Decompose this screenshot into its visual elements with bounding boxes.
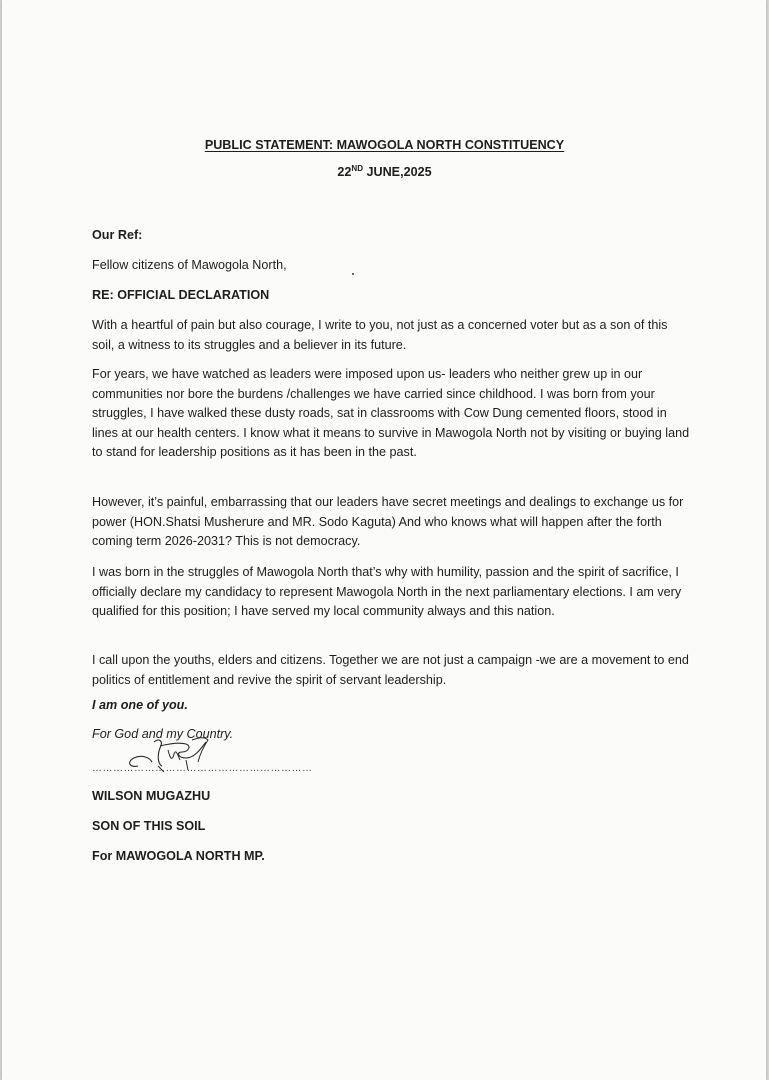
letter-title: PUBLIC STATEMENT: MAWOGOLA NORTH CONSTITUENCY — [204, 138, 565, 152]
date-suffix: ND — [351, 163, 363, 173]
signatory-name: WILSON MUGAZHU — [92, 789, 211, 803]
closing-statement: I am one of you. — [92, 698, 188, 712]
paragraph-5: I call upon the youths, elders and citizens. Together we are not just a campaign -we are a movement to end politics of entitlement and revive the spirit of servant leadership. — [92, 653, 689, 687]
paragraph-3: However, it’s painful, embarrassing that our leaders have secret meetings and dealings to exchange us for power (HON.Shatsi Musherure and MR. Sodo Kaguta) And who knows what will happen after the forth coming term 2026-2031? This is not democracy. — [92, 495, 684, 549]
signatory-designation: SON OF THIS SOIL — [92, 819, 206, 833]
letter-date — [0, 163, 769, 183]
our-ref: Our Ref: — [92, 228, 143, 242]
date-month-year: JUNE,2025 — [362, 165, 432, 179]
date-day: 22 — [337, 165, 352, 179]
signature-line: ……………………………………………………… — [92, 763, 313, 774]
signatory-position: For MAWOGOLA NORTH MP. — [92, 849, 265, 863]
re-line: RE: OFFICIAL DECLARATION — [92, 288, 270, 302]
paragraph-2: For years, we have watched as leaders were imposed upon us- leaders who neither grew up in our communities nor bore the burdens /challenges we have carried since childhood. I was born from your struggles, I have walked these dusty roads, sat in classrooms with Cow Dung cemented floors, stood in lines at our health centers. I know what it means to survive in Mawogola North not by visiting or buying land to stand for leadership positions as it has been in the past. — [92, 367, 690, 460]
salutation: Fellow citizens of Mawogola North, — [92, 258, 287, 272]
paper-speck — [352, 273, 354, 275]
paragraph-1: With a heartful of pain but also courage, I write to you, not just as a concerned voter but as a son of this soil, a witness to its struggles and a believer in its future. — [92, 318, 668, 352]
paragraph-4: I was born in the struggles of Mawogola North that’s why with humility, passion and the spirit of sacrifice, I officially declare my candidacy to represent Mawogola North in the next parliamentary elections. I am very qualified for this position; I have served my local community always and this nation. — [92, 565, 682, 619]
closing-motto: For God and my Country. — [92, 727, 234, 741]
